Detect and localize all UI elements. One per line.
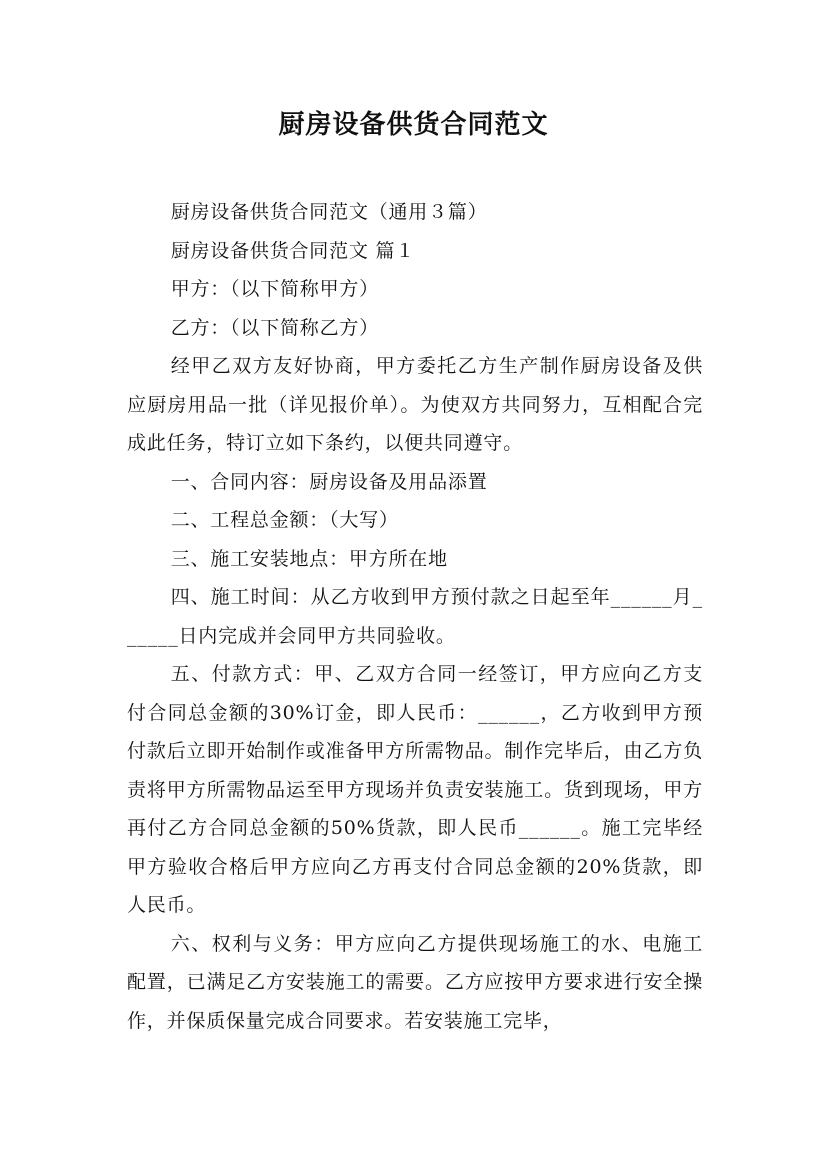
paragraph-party-a: 甲方：（以下简称甲方）	[170, 278, 379, 300]
document-title: 厨房设备供货合同范文	[278, 110, 549, 140]
paragraph-clause-4: 四、施工时间：从乙方收到甲方预付款之日起至年______月______日内完成并会同甲方共同验收。	[127, 586, 703, 647]
paragraph-preamble: 经甲乙双方友好协商，甲方委托乙方生产制作厨房设备及供应厨房用品一批（详见报价单）。为使双方共同努力，互相配合完成此任务，特订立如下条约，以便共同遵守。	[127, 355, 703, 454]
paragraph-party-b: 乙方：（以下简称乙方）	[170, 316, 379, 339]
paragraph-clause-5: 五、付款方式：甲、乙双方合同一经签订，甲方应向乙方支付合同总金额的30%订金，即人民币：______，乙方收到甲方预付款后立即开始制作或准备甲方所需物品。制作完毕后，由乙方负责将甲方所需物品运至甲方现场并负责安装施工。货到现场，甲方再付乙方合同总金额的50%货款，即人民币______。施工完毕经甲方验收合格后甲方应向乙方再支付合同总金额的20%货款，即人民币。	[127, 663, 703, 916]
paragraph-section-heading: 厨房设备供货合同范文 篇１	[170, 239, 416, 262]
paragraph-clause-2: 二、工程总金额：（大写）	[170, 509, 399, 531]
document-body	[127, 193, 703, 1040]
paragraph-clause-3: 三、施工安装地点：甲方所在地	[170, 547, 448, 570]
paragraph-subtitle: 厨房设备供货合同范文（通用３篇）	[170, 201, 488, 223]
paragraph-clause-6: 六、权利与义务：甲方应向乙方提供现场施工的水、电施工配置，已满足乙方安装施工的需要。乙方应按甲方要求进行安全操作，并保质保量完成合同要求。若安装施工完毕，	[127, 932, 703, 1032]
paragraph-clause-1: 一、合同内容：厨房设备及用品添置	[170, 470, 488, 493]
